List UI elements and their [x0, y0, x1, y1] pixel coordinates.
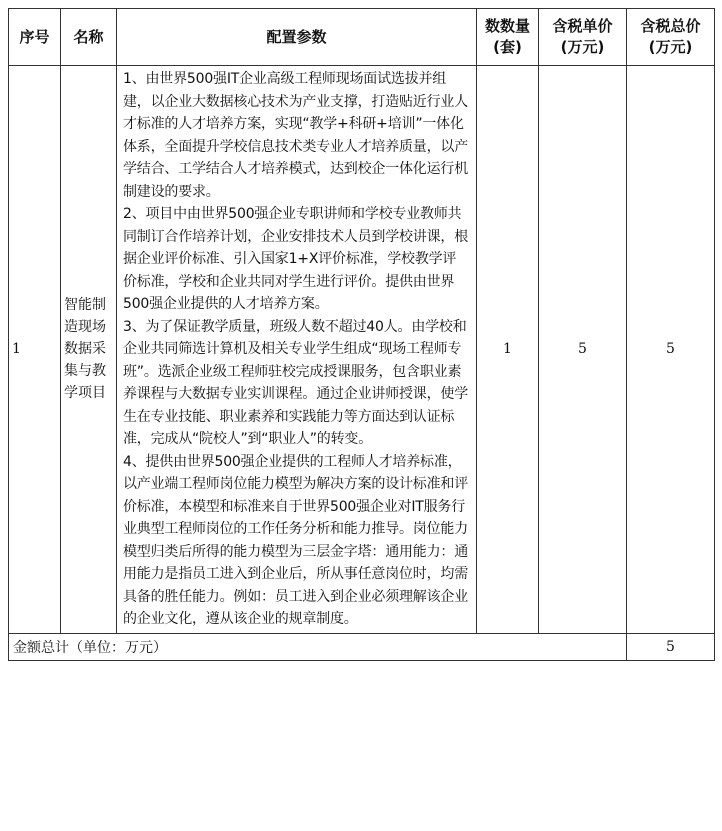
row-name: 智能制造现场数据采集与教学项目 [61, 66, 117, 634]
header-unit-price [539, 9, 627, 66]
table-row [9, 66, 715, 634]
footer-row [9, 633, 715, 660]
header-total-price [627, 9, 715, 66]
header-qty-line2: (套) [493, 38, 522, 56]
header-total-line2: (万元) [648, 38, 693, 56]
header-unit-line1: 含税单价 [552, 17, 613, 35]
header-no: 序号 [9, 9, 61, 66]
row-qty: 1 [477, 66, 539, 634]
footer-total: 5 [627, 633, 715, 660]
header-total-line1: 含税总价 [640, 17, 701, 35]
header-spec: 配置参数 [117, 9, 477, 66]
header-name: 名称 [61, 9, 117, 66]
quotation-table [8, 8, 715, 661]
header-qty [477, 9, 539, 66]
header-unit-line2: (万元) [560, 38, 605, 56]
row-unit-price: 5 [539, 66, 627, 634]
row-total-price: 5 [627, 66, 715, 634]
row-no: 1 [9, 66, 61, 634]
spec-paragraph-1: 1、由世界500强IT企业高级工程师现场面试选拔并组建，以企业大数据核心技术为产业支撑，打造贴近行业人才标准的人才培养方案，实现“教学+科研+培训”一体化体系，全面提升学校信息技术类专业人才培养质量，以产学结合、工学结合人才培养模式，达到校企一体化运行机制建设的要求。 [123, 71, 468, 200]
header-row [9, 9, 715, 66]
spec-paragraph-2: 2、项目中由世界500强企业专职讲师和学校专业教师共同制订合作培养计划，企业安排技术人员到学校讲课，根据企业评价标准、引入国家1+X评价标准，学校教学评价标准，学校和企业共同对学生进行评价。提供由世界500强企业提供的人才培养方案。 [123, 206, 468, 312]
spec-paragraph-3: 3、为了保证教学质量，班级人数不超过40人。由学校和企业共同筛选计算机及相关专业学生组成“现场工程师专班”。选派企业级工程师驻校完成授课服务，包含职业素养课程与大数据专业实训课程。通过企业讲师授课，使学生在专业技能、职业素养和实践能力等方面达到认证标准，完成从“院校人”到“职业人”的转变。 [123, 318, 468, 447]
spec-paragraph-4: 4、提供由世界500强企业提供的工程师人才培养标准，以产业端工程师岗位能力模型为解决方案的设计标准和评价标准，本模型和标准来自于世界500强企业对IT服务行业典型工程师岗位的工作任务分析和能力推导。岗位能力模型归类后所得的能力模型为三层金字塔：通用能力：通用能力是指员工进入到企业后，所从事任意岗位时，均需具备的胜任能力。例如：员工进入到企业必须理解该企业的企业文化，遵从该企业的规章制度。 [123, 453, 468, 627]
header-qty-line1: 数数量 [484, 17, 530, 35]
row-spec [117, 66, 477, 634]
footer-label: 金额总计（单位：万元） [9, 633, 627, 660]
